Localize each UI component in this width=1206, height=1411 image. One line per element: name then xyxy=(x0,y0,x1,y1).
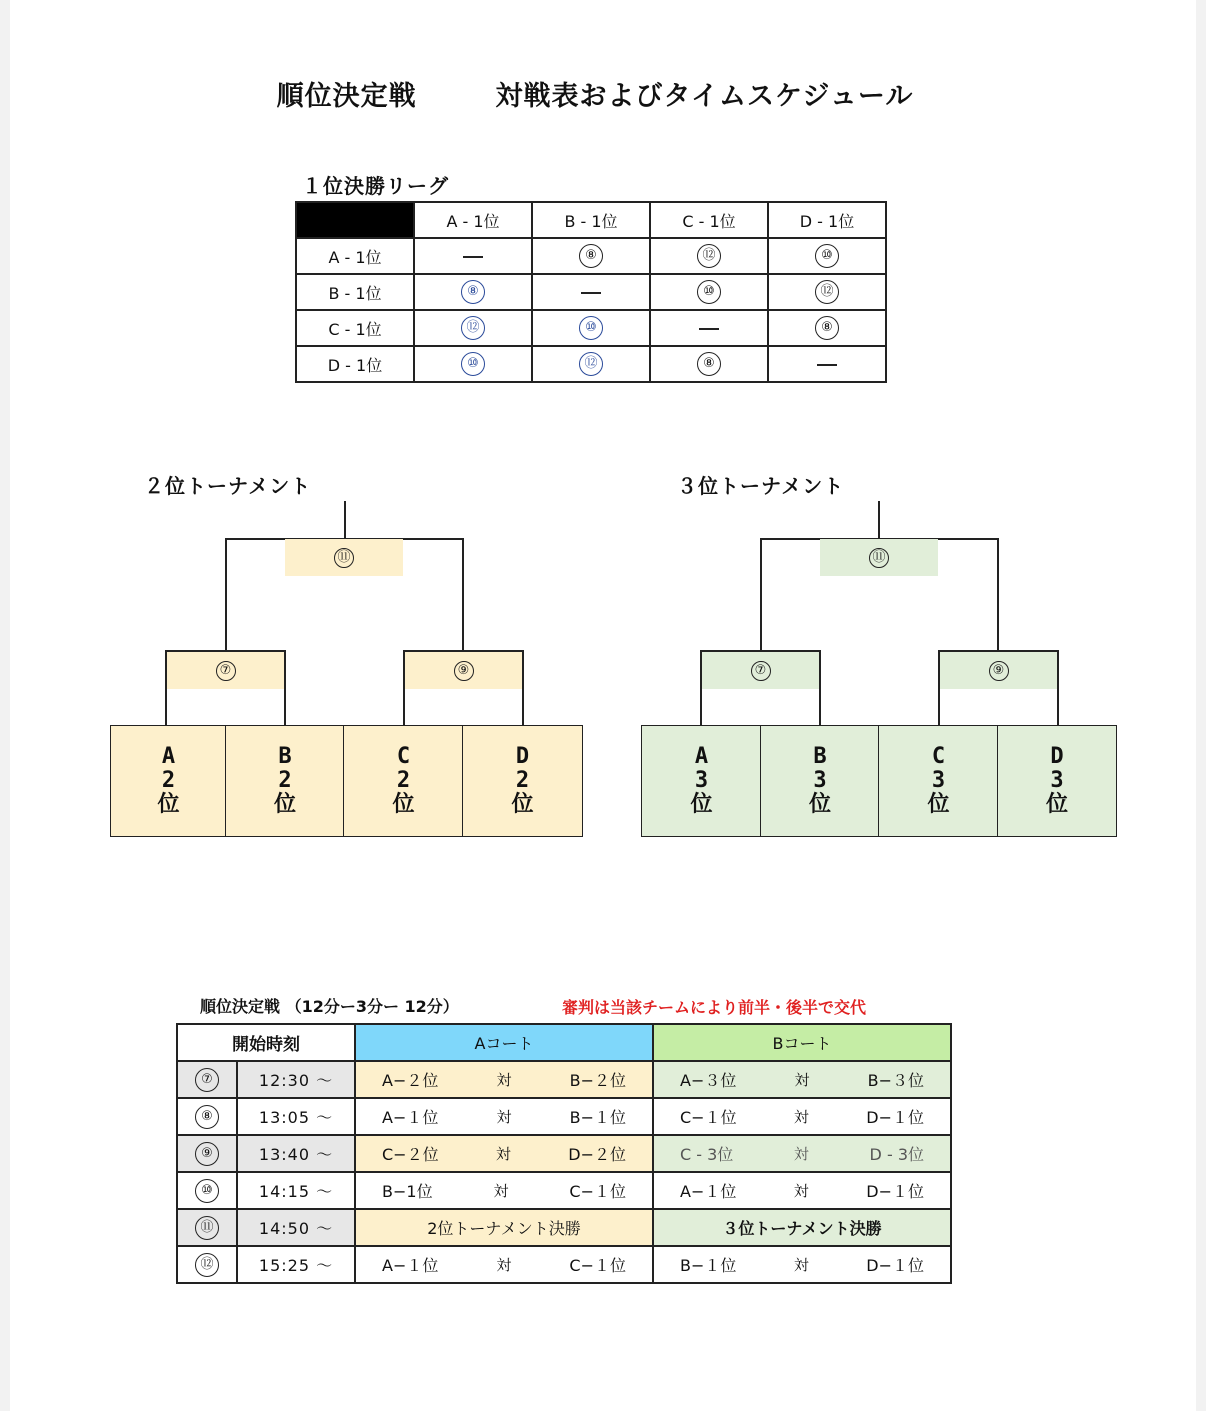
home-team: A−３位 xyxy=(680,1071,737,1090)
league-cell xyxy=(650,346,768,382)
match-number: ⑨ xyxy=(989,661,1009,681)
dash-mark xyxy=(699,328,719,330)
vs-label: 対 xyxy=(493,1182,509,1200)
vs-label: 対 xyxy=(496,1256,512,1274)
schedule-row xyxy=(177,1209,951,1246)
team-letter: B xyxy=(278,744,292,769)
league-row xyxy=(296,310,886,346)
match-number: ⑧ xyxy=(815,316,839,340)
league-cell xyxy=(414,274,532,310)
vs-label: 対 xyxy=(793,1145,809,1163)
league-cell xyxy=(414,310,532,346)
league-cell xyxy=(532,238,650,274)
home-team: A−１位 xyxy=(382,1108,439,1127)
schedule-header-row xyxy=(177,1024,951,1061)
team-rank: 3 xyxy=(694,768,709,793)
tournament3-label: ３位トーナメント xyxy=(677,474,845,498)
match-number: ⑫ xyxy=(195,1253,219,1277)
schedule-time: 13:05 ～ xyxy=(237,1098,355,1135)
bracket-line xyxy=(522,650,524,726)
schedule-num-cell xyxy=(177,1135,237,1172)
league-cell xyxy=(532,346,650,382)
league-row-label: A - 1位 xyxy=(296,238,414,274)
league-cell xyxy=(650,274,768,310)
home-team: C−１位 xyxy=(680,1108,737,1127)
away-team: B−１位 xyxy=(569,1108,626,1127)
match-number: ⑫ xyxy=(815,280,839,304)
schedule-num-cell xyxy=(177,1172,237,1209)
court-b-final: ３位トーナメント決勝 xyxy=(653,1209,951,1246)
team-box xyxy=(462,725,583,837)
league-row xyxy=(296,346,886,382)
league-cell xyxy=(768,238,886,274)
match-number: ⑧ xyxy=(579,244,603,268)
team-unit: 位 xyxy=(1045,792,1068,817)
schedule-num-cell xyxy=(177,1246,237,1283)
schedule-time: 13:40 ～ xyxy=(237,1135,355,1172)
court-b-match xyxy=(653,1246,951,1283)
match-number: ⑫ xyxy=(697,244,721,268)
vs-label: 対 xyxy=(793,1256,809,1274)
dash-mark xyxy=(581,292,601,294)
league-col-header: A - 1位 xyxy=(414,202,532,238)
away-team: B−３位 xyxy=(867,1071,924,1090)
league-cell-self xyxy=(650,310,768,346)
page-title xyxy=(0,74,1206,113)
team-unit: 位 xyxy=(511,792,534,817)
team-rank: 2 xyxy=(161,768,176,793)
league-cell-self xyxy=(532,274,650,310)
team-box xyxy=(997,725,1117,837)
court-b-match xyxy=(653,1098,951,1135)
team-letter: D xyxy=(1050,744,1064,769)
team-box xyxy=(343,725,464,837)
team-rank: 2 xyxy=(515,768,530,793)
bracket-line xyxy=(1057,650,1059,726)
dash-mark xyxy=(463,256,483,258)
home-team: C−２位 xyxy=(382,1145,439,1164)
bracket-line xyxy=(878,501,880,539)
league-label: １位決勝リーグ xyxy=(302,174,449,198)
match-number: ⑧ xyxy=(195,1105,219,1129)
match-number: ⑦ xyxy=(216,661,236,681)
header-court-a: Aコート xyxy=(355,1024,653,1061)
match-number: ⑩ xyxy=(697,280,721,304)
home-team: B−1位 xyxy=(382,1182,433,1201)
final-match-box xyxy=(820,539,938,576)
team-rank: 3 xyxy=(1050,768,1064,793)
schedule-num-cell xyxy=(177,1061,237,1098)
league-col-header: C - 1位 xyxy=(650,202,768,238)
court-a-final: 2位トーナメント決勝 xyxy=(355,1209,653,1246)
match-number: ⑪ xyxy=(195,1216,219,1240)
league-row xyxy=(296,238,886,274)
match-number: ⑦ xyxy=(195,1068,219,1092)
court-a-match xyxy=(355,1061,653,1098)
match-number: ⑫ xyxy=(461,316,485,340)
semi-match-box xyxy=(405,652,522,689)
schedule-row xyxy=(177,1061,951,1098)
semi-match-box xyxy=(167,652,284,689)
vs-label: 対 xyxy=(495,1145,511,1163)
team-letter: B xyxy=(813,744,827,769)
tournament2-label: ２位トーナメント xyxy=(144,474,312,498)
match-number: ⑨ xyxy=(454,661,474,681)
schedule-row xyxy=(177,1172,951,1209)
schedule-time: 14:15 ～ xyxy=(237,1172,355,1209)
team-letter: C xyxy=(931,744,946,769)
court-b-match xyxy=(653,1135,951,1172)
schedule-num-cell xyxy=(177,1098,237,1135)
league-cell xyxy=(650,238,768,274)
home-team: A−１位 xyxy=(680,1182,737,1201)
away-team: D - 3位 xyxy=(869,1145,924,1164)
match-number: ⑧ xyxy=(697,352,721,376)
match-number: ⑩ xyxy=(195,1179,219,1203)
bracket-line xyxy=(997,538,999,651)
team-letter: A xyxy=(694,744,709,769)
final-match-box xyxy=(285,539,403,576)
court-b-match xyxy=(653,1061,951,1098)
match-number: ⑧ xyxy=(461,280,485,304)
semi-match-box xyxy=(702,652,819,689)
team-rank: 2 xyxy=(396,768,411,793)
team-box xyxy=(225,725,345,837)
bracket-line xyxy=(760,538,762,651)
bracket-line xyxy=(284,650,286,726)
title-right: 対戦表およびタイムスケジュール xyxy=(495,81,914,112)
schedule-table xyxy=(176,1023,952,1284)
league-cell-self xyxy=(768,346,886,382)
match-number: ⑩ xyxy=(815,244,839,268)
team-rank: 3 xyxy=(931,768,946,793)
team-unit: 位 xyxy=(273,792,296,817)
team-box xyxy=(641,725,762,837)
team-unit: 位 xyxy=(927,792,950,817)
team-rank: 3 xyxy=(813,768,827,793)
schedule-row xyxy=(177,1246,951,1283)
team-box xyxy=(110,725,227,837)
away-team: D−１位 xyxy=(866,1182,924,1201)
away-team: C−１位 xyxy=(569,1256,626,1275)
league-cell xyxy=(768,310,886,346)
team-unit: 位 xyxy=(690,792,713,817)
away-team: D−１位 xyxy=(866,1256,924,1275)
league-row-label: C - 1位 xyxy=(296,310,414,346)
vs-label: 対 xyxy=(496,1071,512,1089)
home-team: C - 3位 xyxy=(680,1145,734,1164)
vs-label: 対 xyxy=(496,1108,512,1126)
schedule-time: 15:25 ～ xyxy=(237,1246,355,1283)
league-corner-cell xyxy=(296,202,414,238)
team-letter: C xyxy=(396,744,411,769)
court-b-match xyxy=(653,1172,951,1209)
court-a-match xyxy=(355,1098,653,1135)
schedule-time: 14:50 ～ xyxy=(237,1209,355,1246)
league-row xyxy=(296,274,886,310)
match-number: ⑪ xyxy=(334,548,354,568)
match-number: ⑩ xyxy=(461,352,485,376)
match-number: ⑦ xyxy=(751,661,771,681)
schedule-title: 順位決定戦 （12分ー3分ー 12分） xyxy=(200,997,459,1016)
home-team: A−１位 xyxy=(382,1256,439,1275)
league-header-row xyxy=(296,202,886,238)
vs-label: 対 xyxy=(793,1182,809,1200)
team-letter: A xyxy=(161,744,176,769)
schedule-row xyxy=(177,1135,951,1172)
home-team: B−１位 xyxy=(680,1256,737,1275)
schedule-row xyxy=(177,1098,951,1135)
header-start-time: 開始時刻 xyxy=(177,1024,355,1061)
away-team: C−１位 xyxy=(569,1182,626,1201)
league-col-header: B - 1位 xyxy=(532,202,650,238)
title-left: 順位決定戦 xyxy=(276,81,417,112)
bracket-line xyxy=(344,501,346,539)
away-team: D−２位 xyxy=(568,1145,626,1164)
team-letter: D xyxy=(515,744,530,769)
league-cell-self xyxy=(414,238,532,274)
league-cell xyxy=(414,346,532,382)
team-unit: 位 xyxy=(808,792,831,817)
semi-match-box xyxy=(940,652,1057,689)
away-team: D−１位 xyxy=(866,1108,924,1127)
match-number: ⑪ xyxy=(869,548,889,568)
vs-label: 対 xyxy=(794,1071,810,1089)
league-row-label: B - 1位 xyxy=(296,274,414,310)
league-row-label: D - 1位 xyxy=(296,346,414,382)
league-col-header: D - 1位 xyxy=(768,202,886,238)
match-number: ⑩ xyxy=(579,316,603,340)
schedule-note: 審判は当該チームにより前半・後半で交代 xyxy=(562,998,867,1017)
court-a-match xyxy=(355,1135,653,1172)
league-cell xyxy=(532,310,650,346)
team-unit: 位 xyxy=(392,792,415,817)
team-rank: 2 xyxy=(278,768,292,793)
team-box xyxy=(878,725,999,837)
dash-mark xyxy=(817,364,837,366)
team-box xyxy=(760,725,880,837)
league-cell xyxy=(768,274,886,310)
vs-label: 対 xyxy=(793,1108,809,1126)
bracket-line xyxy=(225,538,227,651)
court-a-match xyxy=(355,1172,653,1209)
document-page xyxy=(10,0,1196,1411)
header-court-b: Bコート xyxy=(653,1024,951,1061)
bracket-line xyxy=(462,538,464,651)
match-number: ⑫ xyxy=(579,352,603,376)
court-a-match xyxy=(355,1246,653,1283)
schedule-time: 12:30 ～ xyxy=(237,1061,355,1098)
bracket-line xyxy=(819,650,821,726)
schedule-num-cell xyxy=(177,1209,237,1246)
league-table xyxy=(295,201,887,383)
match-number: ⑨ xyxy=(195,1142,219,1166)
away-team: B−２位 xyxy=(569,1071,626,1090)
home-team: A−２位 xyxy=(382,1071,439,1090)
team-unit: 位 xyxy=(157,792,180,817)
